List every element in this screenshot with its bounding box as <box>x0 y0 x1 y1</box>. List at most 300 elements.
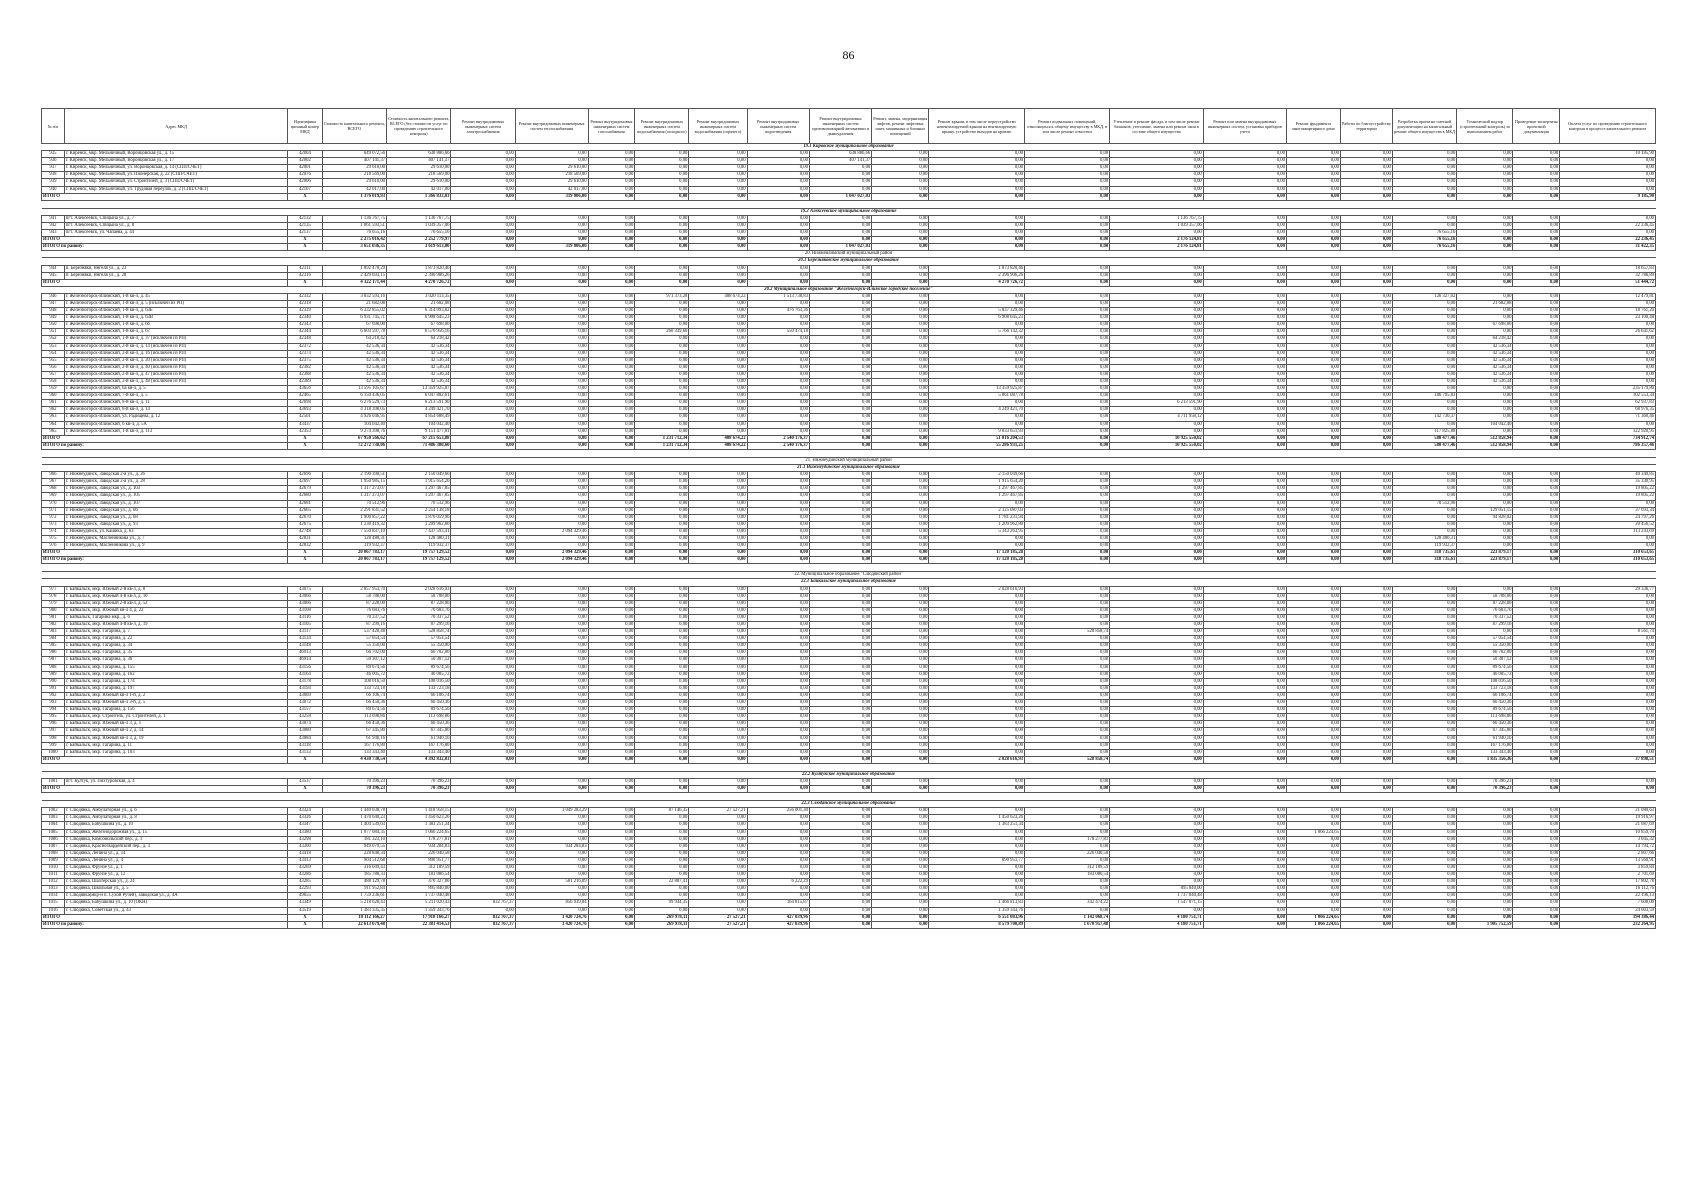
row-cell: 0,00 <box>1110 230 1204 237</box>
row-cell: 0,00 <box>515 678 588 685</box>
row-cell: 0,00 <box>451 486 515 493</box>
row-cell: 0,00 <box>1392 364 1456 371</box>
row-cost: 488 129,78 <box>322 879 386 886</box>
table-row <box>42 371 1656 378</box>
total-cell: 0,00 <box>451 279 515 286</box>
row-cell: 0,00 <box>1340 521 1392 528</box>
row-cell: 0,00 <box>1392 650 1456 657</box>
row-cell: 0,00 <box>588 179 635 186</box>
row-cell: 0,00 <box>809 479 871 486</box>
row-cell: 0,00 <box>809 215 871 222</box>
row-cell: 0,00 <box>1392 308 1456 315</box>
row-cell: 0,00 <box>1203 400 1286 407</box>
row-id: 43413 <box>288 857 322 864</box>
table-row <box>42 300 1656 307</box>
row-id: 42107 <box>288 186 322 193</box>
total-cell: 0,00 <box>747 237 809 244</box>
row-id: 42132 <box>288 215 322 222</box>
row-cell: 0,00 <box>1340 808 1392 815</box>
row-address: г. Слюдянка, Школьная ул., д. 5 <box>64 886 287 893</box>
row-cell: 0,00 <box>515 493 588 500</box>
row-cell: 35 330,95 <box>1560 479 1656 486</box>
total-cell: 0,00 <box>1513 921 1560 928</box>
row-cell: 0,00 <box>588 343 635 350</box>
row-cell: 0,00 <box>872 692 929 699</box>
row-cell: 0,00 <box>872 593 929 600</box>
row-cell: 0,00 <box>747 685 809 692</box>
row-id: 42348 <box>288 336 322 343</box>
row-cell: 1 915 654,20 <box>929 479 1025 486</box>
total-cell: 0,00 <box>588 244 635 251</box>
row-cell: 1 136 767,75 <box>1110 215 1204 222</box>
total-cell: 1 047 027,03 <box>809 244 871 251</box>
row-cell: 0,00 <box>747 428 809 435</box>
row-cell: 0,00 <box>1110 607 1204 614</box>
total-cell: 0,00 <box>1513 550 1560 557</box>
row-cell: 0,00 <box>1203 622 1286 629</box>
row-cell: 0,00 <box>1203 215 1286 222</box>
row-cell: 0,00 <box>809 230 871 237</box>
total-cell: 0,00 <box>588 786 635 793</box>
total-cell: 427 039,96 <box>747 914 809 921</box>
table-row <box>42 322 1656 329</box>
row-cell: 0,00 <box>588 657 635 664</box>
row-cell: 0,00 <box>1203 493 1286 500</box>
row-cell: 0,00 <box>1457 879 1513 886</box>
row-cell: 0,00 <box>635 707 689 714</box>
table-row <box>42 829 1656 836</box>
row-cell: 0,00 <box>929 700 1025 707</box>
row-cell: 0,00 <box>635 322 689 329</box>
row-cell: 0,00 <box>1110 822 1204 829</box>
row-cell: 0,00 <box>809 272 871 279</box>
row-cell: 0,00 <box>451 315 515 322</box>
row-cell: 0,00 <box>809 172 871 179</box>
total-cell: 0,00 <box>872 756 929 763</box>
row-cell: 0,00 <box>809 778 871 785</box>
row-cell: 0,00 <box>451 700 515 707</box>
row-cell: 0,00 <box>1513 407 1560 414</box>
total-cell: 1 231 712,34 <box>635 435 689 442</box>
row-cell: 0,00 <box>929 671 1025 678</box>
row-number: 945 <box>42 272 65 279</box>
district-total-row <box>42 442 1656 449</box>
row-cell: 0,00 <box>747 379 809 386</box>
row-cost-no-control: 13 359 925,87 <box>387 386 451 393</box>
total-cell: 0,00 <box>1110 550 1204 557</box>
row-cell: 0,00 <box>1392 778 1456 785</box>
row-cost-no-control: 29 610,00 <box>387 165 451 172</box>
row-cell: 0,00 <box>451 329 515 336</box>
row-id: 43326 <box>288 815 322 822</box>
row-cell: 0,00 <box>1286 692 1340 699</box>
table-row <box>42 329 1656 336</box>
total-cost-no-control: 71 486 380,60 <box>387 442 451 449</box>
table-row <box>42 735 1656 742</box>
row-id: 42311 <box>288 265 322 272</box>
row-cell: 0,00 <box>1025 265 1110 272</box>
row-cell: 0,00 <box>1457 900 1513 907</box>
table-row <box>42 407 1656 414</box>
row-cost: 46 005,72 <box>322 671 386 678</box>
row-cell: 0,00 <box>1560 643 1656 650</box>
row-cell: 0,00 <box>1340 664 1392 671</box>
row-cell: 0,00 <box>747 322 809 329</box>
row-cell: 0,00 <box>747 836 809 843</box>
total-cell: 0,00 <box>929 244 1025 251</box>
row-cell: 0,00 <box>872 265 929 272</box>
table-row <box>42 521 1656 528</box>
total-cell: 319 806,00 <box>515 193 588 200</box>
row-cell: 0,00 <box>515 600 588 607</box>
total-cost-no-control: 2 252 779,97 <box>387 237 451 244</box>
row-cell: 0,00 <box>1025 664 1110 671</box>
table-row <box>42 514 1656 521</box>
row-cell: 0,00 <box>1560 379 1656 386</box>
row-cost-no-control: 1 359 343,76 <box>387 907 451 914</box>
row-number: 938 <box>42 172 65 179</box>
row-cell: 0,00 <box>1110 879 1204 886</box>
row-cell: 0,00 <box>809 893 871 900</box>
row-cell: 0,00 <box>451 607 515 614</box>
row-address: г. Железногорск-Илимский, 1-й кв-л, д. 67 <box>64 329 287 336</box>
row-cell: 0,00 <box>635 386 689 393</box>
total-cell: 269 978,11 <box>635 914 689 921</box>
table-row <box>42 742 1656 749</box>
total-cell: 0,00 <box>747 193 809 200</box>
row-cell: 12 479,81 <box>1560 293 1656 300</box>
region-heading <box>42 572 1656 579</box>
row-cell: 0,00 <box>451 872 515 879</box>
row-cell: 0,00 <box>747 528 809 535</box>
row-cell: 0,00 <box>1286 322 1340 329</box>
table-row <box>42 393 1656 400</box>
row-cell: 0,00 <box>515 343 588 350</box>
row-cell: 0,00 <box>747 151 809 158</box>
row-cell: 0,00 <box>1286 393 1340 400</box>
row-cell: 0,00 <box>1513 728 1560 735</box>
total-cell: 0,00 <box>1457 193 1513 200</box>
row-cell: 0,00 <box>872 350 929 357</box>
row-cell: 0,00 <box>1203 414 1286 421</box>
row-cell: 832 767,37 <box>451 900 515 907</box>
row-cell: 0,00 <box>747 393 809 400</box>
row-cell: 856 939,04 <box>515 900 588 907</box>
row-cost: 1 950 985,15 <box>322 479 386 486</box>
row-address: г. Железногорск-Илимский, 6 кв-л, д. 5А <box>64 421 287 428</box>
row-cell: 0,00 <box>1203 843 1286 850</box>
total-cell: 0,00 <box>1203 786 1286 793</box>
row-cell: 62 937,83 <box>1560 400 1656 407</box>
row-cell: 0,00 <box>451 293 515 300</box>
row-number: 989 <box>42 671 65 678</box>
row-cell: 3 859,84 <box>1560 865 1656 872</box>
row-cell: 0,00 <box>1340 158 1392 165</box>
row-cell: 0,00 <box>872 872 929 879</box>
row-cell: 0,00 <box>515 357 588 364</box>
row-cell: 0,00 <box>1340 607 1392 614</box>
row-cell: 0,00 <box>1025 643 1110 650</box>
row-cost-no-control: 890 951,77 <box>387 857 451 864</box>
row-cell: 0,00 <box>1025 692 1110 699</box>
row-cell: 0,00 <box>1513 707 1560 714</box>
row-cell: 0,00 <box>689 893 747 900</box>
row-cell: 0,00 <box>1340 893 1392 900</box>
table-row <box>42 543 1656 550</box>
total-cell: 0,00 <box>1286 237 1340 244</box>
row-cell: 0,00 <box>1457 179 1513 186</box>
row-cell: 0,00 <box>1025 493 1110 500</box>
row-cell: 0,00 <box>1560 172 1656 179</box>
row-id: 42696 <box>288 472 322 479</box>
total-cell: 223 879,17 <box>1457 550 1513 557</box>
row-cell: 0,00 <box>1340 400 1392 407</box>
row-cell: 128 480,31 <box>1392 535 1456 542</box>
row-cell: 0,00 <box>1110 865 1204 872</box>
total-id: X <box>288 756 322 763</box>
section-heading <box>42 258 1656 265</box>
row-cost: 1 061 593,51 <box>322 222 386 229</box>
column-header: Ремонт фундамента многоквартирного дома <box>1286 109 1340 144</box>
row-cell: 0,00 <box>1392 521 1456 528</box>
row-cost: 649 072,56 <box>322 151 386 158</box>
total-cell: 1 231 712,34 <box>635 442 689 449</box>
row-cell: 0,00 <box>1513 272 1560 279</box>
row-cell: 0,00 <box>1110 165 1204 172</box>
subtotal-row <box>42 786 1656 793</box>
row-cost-no-control: 42 536,34 <box>387 343 451 350</box>
row-cell: 0,00 <box>1203 543 1286 550</box>
total-cell: 0,00 <box>809 914 871 921</box>
row-cell: 0,00 <box>1286 879 1340 886</box>
row-cell: 0,00 <box>1025 329 1110 336</box>
row-cell: 0,00 <box>451 600 515 607</box>
row-cell: 0,00 <box>1025 857 1110 864</box>
row-cell: 0,00 <box>689 829 747 836</box>
row-cell: 0,00 <box>635 685 689 692</box>
row-cell: 0,00 <box>1392 400 1456 407</box>
row-cell: 0,00 <box>635 407 689 414</box>
row-cell: 0,00 <box>1203 421 1286 428</box>
total-cell: 0,00 <box>872 435 929 442</box>
row-cell: 0,00 <box>1513 808 1560 815</box>
row-cell: 0,00 <box>1286 514 1340 521</box>
row-cell: 0,00 <box>689 721 747 728</box>
row-cell: 0,00 <box>1457 329 1513 336</box>
total-cell: 0,00 <box>872 921 929 928</box>
row-cell: 0,00 <box>635 215 689 222</box>
row-address: г. Киренск, мкр. Мельничный, ул. Строителей, д. 3 (СПП/СЧЕТ) <box>64 179 287 186</box>
row-cell: 0,00 <box>809 428 871 435</box>
spacer-cell <box>42 763 1656 771</box>
row-cell: 0,00 <box>689 600 747 607</box>
row-number: 982 <box>42 622 65 629</box>
row-cell: 0,00 <box>588 728 635 735</box>
row-cell: 0,00 <box>872 172 929 179</box>
row-cell: 0,00 <box>1340 671 1392 678</box>
row-id: 43148 <box>288 643 322 650</box>
table-row <box>42 428 1656 435</box>
section-heading <box>42 144 1656 151</box>
total-cell: 0,00 <box>1025 435 1110 442</box>
row-cell: 0,00 <box>1513 593 1560 600</box>
table-row <box>42 614 1656 621</box>
repair-program-table <box>41 108 1656 929</box>
row-cost: 4 926 046,95 <box>322 414 386 421</box>
row-cell: 0,00 <box>809 486 871 493</box>
row-cell: 0,00 <box>1025 179 1110 186</box>
row-cell: 0,00 <box>1560 678 1656 685</box>
row-cell: 0,00 <box>809 165 871 172</box>
row-cell: 0,00 <box>1203 593 1286 600</box>
row-cell: 0,00 <box>588 300 635 307</box>
row-cell: 0,00 <box>451 678 515 685</box>
row-cell: 0,00 <box>1025 322 1110 329</box>
row-cell: 0,00 <box>1203 329 1286 336</box>
table-row <box>42 714 1656 721</box>
total-cell: 10 925 550,02 <box>1110 435 1204 442</box>
row-cost: 128 480,31 <box>322 535 386 542</box>
row-cell: 0,00 <box>689 357 747 364</box>
row-cell: 0,00 <box>588 421 635 428</box>
column-header: Стоимость капитального ремонта, ВСЕГО <box>322 109 386 144</box>
row-cell: 0,00 <box>1392 836 1456 843</box>
row-cell: 0,00 <box>872 714 929 721</box>
row-cell: 0,00 <box>1392 215 1456 222</box>
spacer-row <box>42 564 1656 572</box>
row-cell: 0,00 <box>929 300 1025 307</box>
row-cell: 0,00 <box>1392 607 1456 614</box>
row-cost: 70 396,23 <box>322 778 386 785</box>
total-label: ИТОГО <box>42 435 288 442</box>
row-id: 46914 <box>288 657 322 664</box>
row-cell: 0,00 <box>1392 179 1456 186</box>
row-cell: 0,00 <box>1392 586 1456 593</box>
row-cell: 0,00 <box>588 685 635 692</box>
row-cell: 0,00 <box>809 749 871 756</box>
total-cell: 0,00 <box>689 756 747 763</box>
row-cell: 0,00 <box>1392 829 1456 836</box>
row-cell: 0,00 <box>689 428 747 435</box>
row-cost-no-control: 1 136 767,75 <box>387 215 451 222</box>
row-cell: 0,00 <box>1457 822 1513 829</box>
row-cell: 42 536,34 <box>1457 379 1513 386</box>
row-cell: 0,00 <box>1560 685 1656 692</box>
total-cost: 4 430 730,54 <box>322 756 386 763</box>
table-row <box>42 872 1656 879</box>
total-cell: 27 527,21 <box>689 921 747 928</box>
row-cell: 0,00 <box>588 364 635 371</box>
row-address: пгт. Алексеевск, Спицына ул., д. 7 <box>64 215 287 222</box>
row-cell: 0,00 <box>689 400 747 407</box>
row-cell: 0,00 <box>1340 622 1392 629</box>
total-cell: 17 120 185,28 <box>929 550 1025 557</box>
total-cell: 319 806,00 <box>515 244 588 251</box>
row-cell: 0,00 <box>1392 700 1456 707</box>
row-number: 1011 <box>42 872 65 879</box>
row-address: г. Байкальск, мкр. Гагарина, д. 36 <box>64 657 287 664</box>
section-heading <box>42 286 1656 293</box>
row-cell: 0,00 <box>929 865 1025 872</box>
row-cell: 0,00 <box>515 486 588 493</box>
row-id: 42465 <box>288 393 322 400</box>
row-cell: 0,00 <box>1340 614 1392 621</box>
row-cost-no-control: 29 610,00 <box>387 179 451 186</box>
region-heading <box>42 457 1656 464</box>
row-address: пгт. Алексеевск, ул. Чапаева, д. 44 <box>64 230 287 237</box>
row-cell: 0,00 <box>929 222 1025 229</box>
row-number: 992 <box>42 692 65 699</box>
row-cost: 1 440 038,78 <box>322 808 386 815</box>
row-cell: 0,00 <box>1025 822 1110 829</box>
row-cell: 0,00 <box>588 629 635 636</box>
row-cell: 18 761,20 <box>1560 308 1656 315</box>
total-cell: 0,00 <box>635 550 689 557</box>
row-cell: 0,00 <box>872 158 929 165</box>
row-cell: 0,00 <box>1513 414 1560 421</box>
row-cell: 0,00 <box>635 186 689 193</box>
total-cell: 512 858,94 <box>1457 435 1513 442</box>
row-cell: 0,00 <box>1203 614 1286 621</box>
row-cell: 87 299,16 <box>1457 622 1513 629</box>
spacer-cell <box>42 200 1656 208</box>
row-cell: 0,00 <box>1340 886 1392 893</box>
row-cell: 0,00 <box>588 472 635 479</box>
table-row <box>42 721 1656 728</box>
row-cost: 7 550 837,10 <box>322 528 386 535</box>
total-id: X <box>288 237 322 244</box>
total-cell: 786 357,46 <box>1560 442 1656 449</box>
row-cell: 0,00 <box>588 822 635 829</box>
total-cell: 0,00 <box>515 237 588 244</box>
row-cell: 0,00 <box>1340 472 1392 479</box>
subtotal-row <box>42 237 1656 244</box>
row-address: г. Байкальск, мкр. Гагарина, д. 162 <box>64 671 287 678</box>
table-row <box>42 186 1656 193</box>
row-cell: 0,00 <box>1513 308 1560 315</box>
row-cell: 61 940,16 <box>1457 735 1513 742</box>
row-cost-no-control: 4 854 688,49 <box>387 414 451 421</box>
row-cell: 0,00 <box>588 636 635 643</box>
row-cell: 0,00 <box>1203 778 1286 785</box>
row-cell: 0,00 <box>451 400 515 407</box>
row-cell: 260 339,66 <box>635 329 689 336</box>
row-cost: 50 307,12 <box>322 657 386 664</box>
row-cell: 0,00 <box>689 886 747 893</box>
row-cell: 0,00 <box>1392 893 1456 900</box>
total-cell: 8 579 700,89 <box>929 921 1025 928</box>
row-id: 42382 <box>288 364 322 371</box>
row-address: г. Слюдянка, Комсомольский пер., д. 1 <box>64 836 287 843</box>
row-cell: 408 674,22 <box>689 293 747 300</box>
row-cell: 113 698,86 <box>1457 714 1513 721</box>
row-cell: 0,00 <box>1025 622 1110 629</box>
row-cell: 0,00 <box>1286 186 1340 193</box>
row-cell: 0,00 <box>1560 657 1656 664</box>
row-cost-no-control: 5 211 020,43 <box>387 900 451 907</box>
row-cell: 0,00 <box>1110 265 1204 272</box>
row-cell: 0,00 <box>689 186 747 193</box>
row-cell: 0,00 <box>451 507 515 514</box>
total-cell: 0,00 <box>1203 921 1286 928</box>
row-cell: 0,00 <box>1110 700 1204 707</box>
row-cell: 0,00 <box>1392 629 1456 636</box>
row-cell: 0,00 <box>1392 900 1456 907</box>
row-cell: 0,00 <box>1203 636 1286 643</box>
row-cell: 55 350,00 <box>1457 643 1513 650</box>
row-cell: 0,00 <box>929 629 1025 636</box>
row-cell: 0,00 <box>515 300 588 307</box>
